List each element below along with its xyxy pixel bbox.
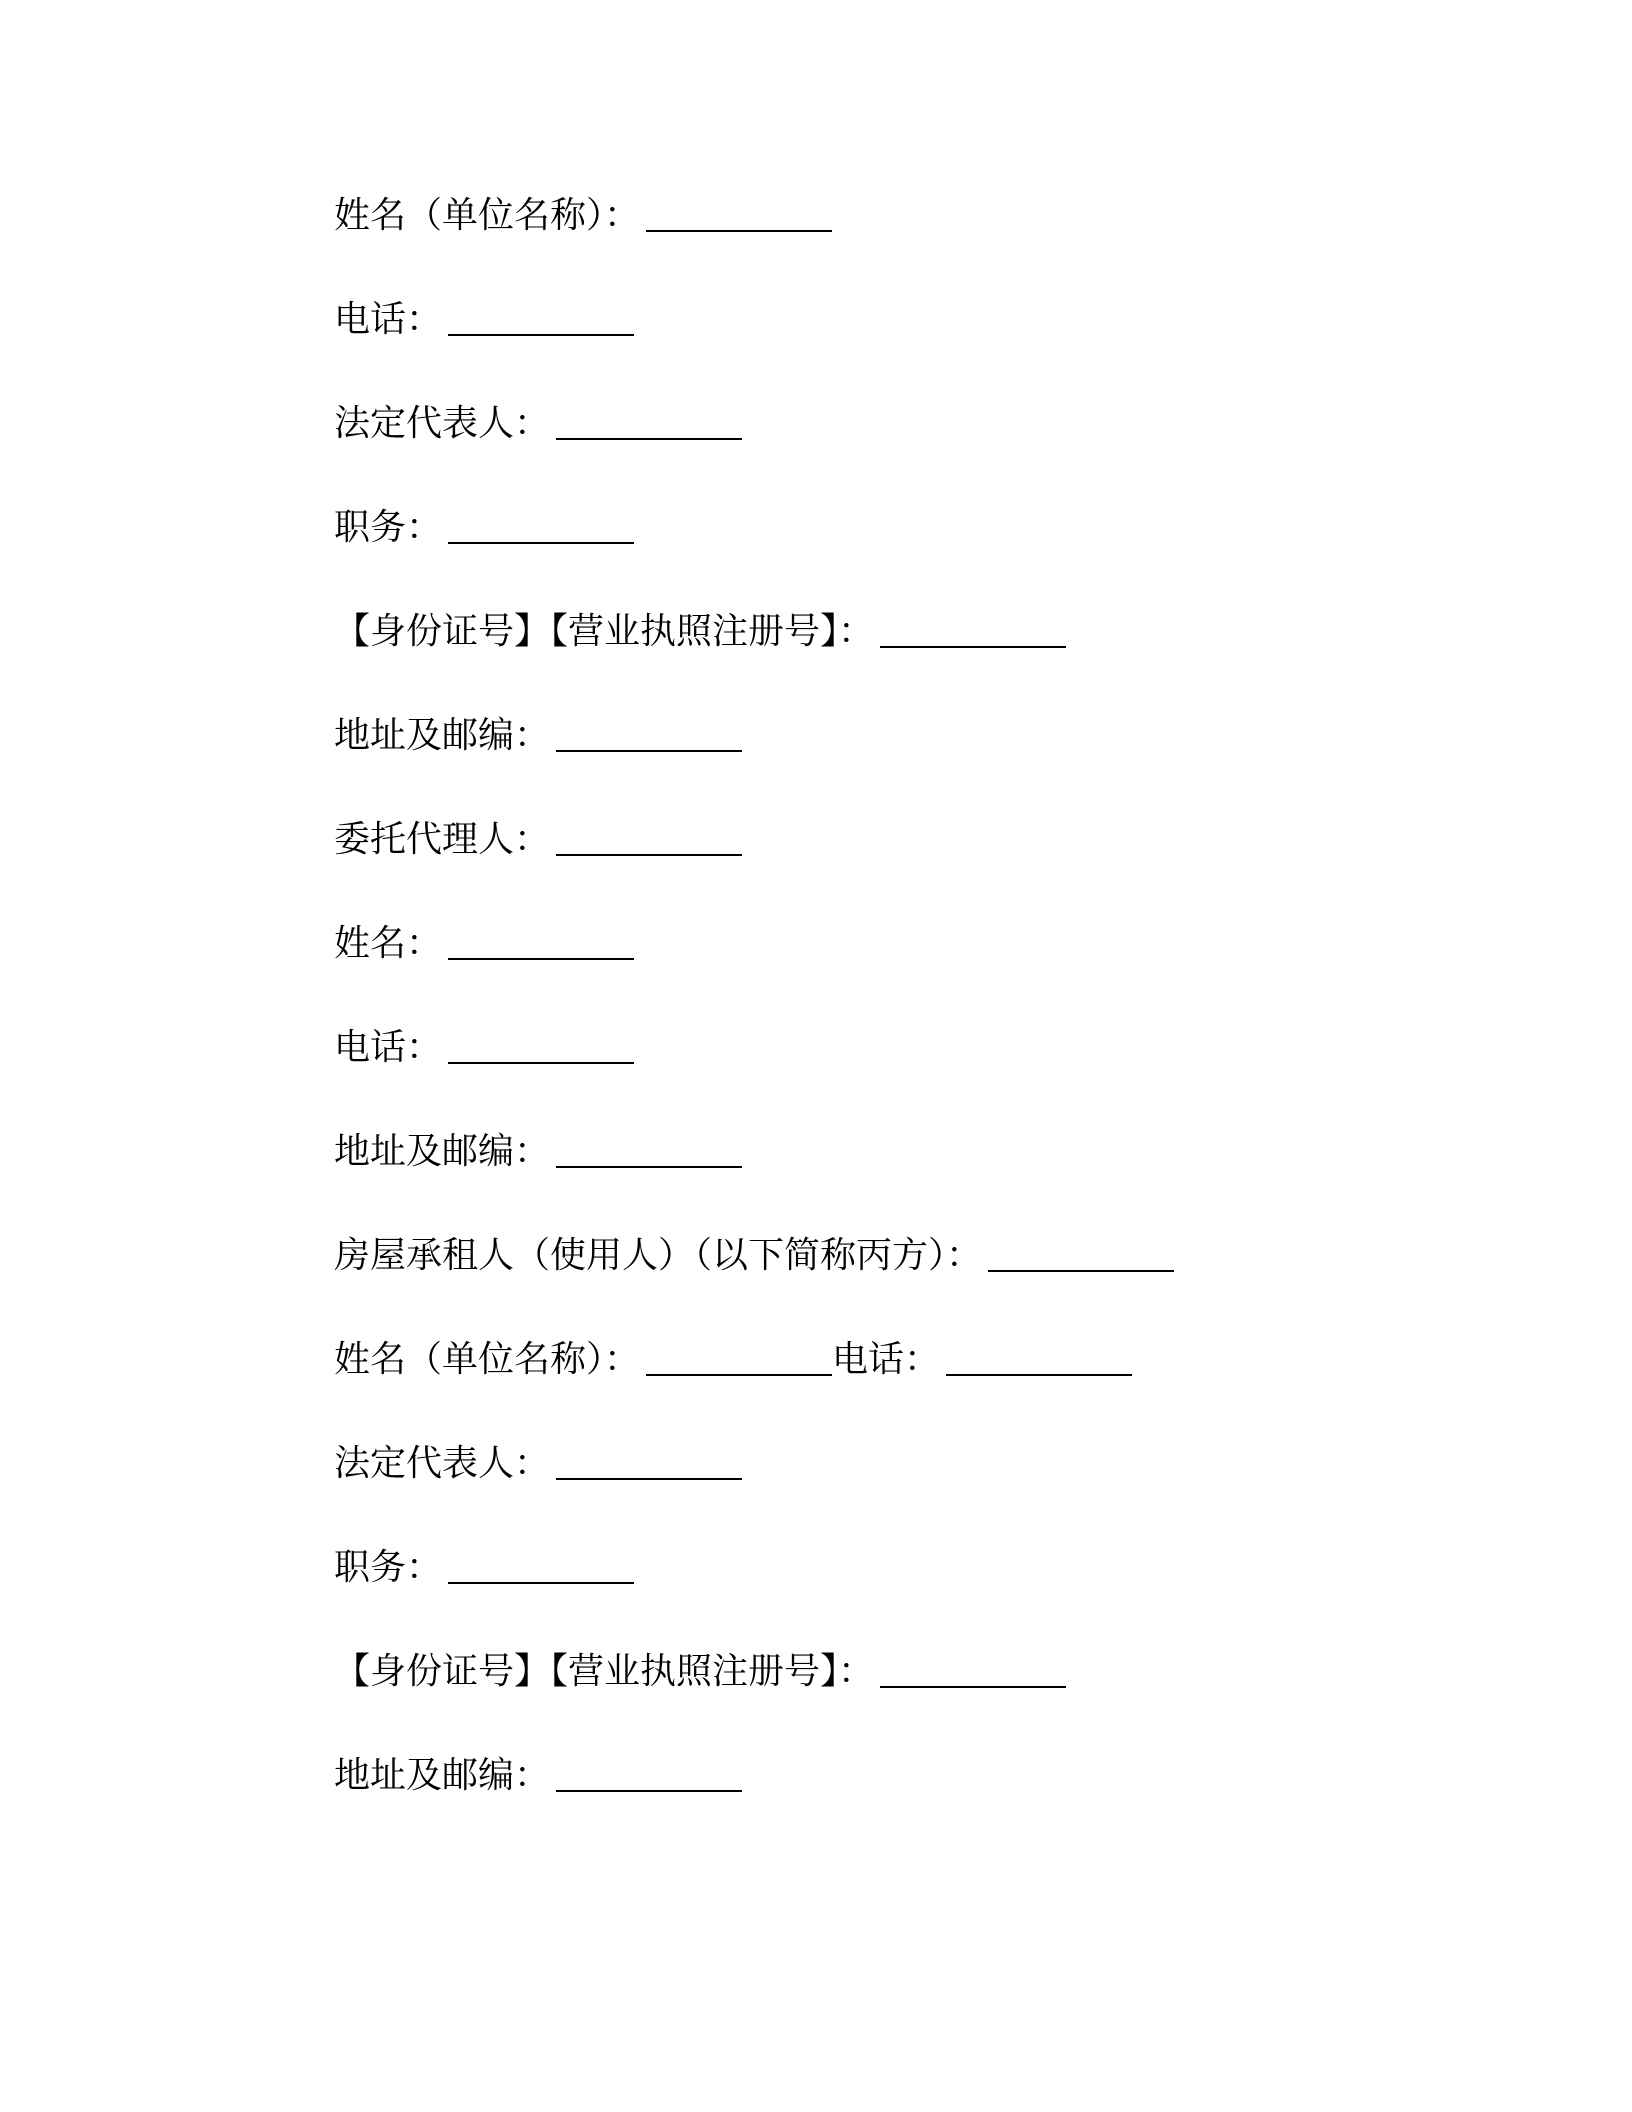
lessor-id-label: 【身份证号】【营业执照注册号】： — [334, 611, 875, 652]
agent-name-line — [334, 916, 1434, 1020]
lessor-phone-line — [334, 292, 1434, 396]
lessor-phone-blank[interactable] — [448, 292, 634, 336]
lessor-legal-rep-line — [334, 396, 1434, 500]
lessor-position-label: 职务： — [334, 507, 443, 548]
lessor-name-blank[interactable] — [646, 188, 832, 232]
lessor-legal-rep-blank[interactable] — [556, 396, 742, 440]
lessor-id-line — [334, 604, 1434, 708]
agent-heading-blank[interactable] — [556, 812, 742, 856]
lessee-phone-blank[interactable] — [946, 1332, 1132, 1376]
agent-address-blank[interactable] — [556, 1124, 742, 1168]
lessor-legal-rep-label: 法定代表人： — [334, 403, 551, 444]
lessee-address-line — [334, 1748, 1434, 1852]
agent-name-blank[interactable] — [448, 916, 634, 960]
lessee-position-line — [334, 1540, 1434, 1644]
lessor-name-label: 姓名（单位名称）： — [334, 195, 641, 236]
lessee-name-phone-line — [334, 1332, 1434, 1436]
lessor-address-label: 地址及邮编： — [334, 715, 551, 756]
lessee-position-blank[interactable] — [448, 1540, 634, 1584]
agent-phone-line — [334, 1020, 1434, 1124]
lessor-id-blank[interactable] — [880, 604, 1066, 648]
lessor-position-line — [334, 500, 1434, 604]
agent-heading-line — [334, 812, 1434, 916]
lessee-legal-rep-label: 法定代表人： — [334, 1443, 551, 1484]
lessee-phone-label: 电话： — [832, 1339, 941, 1380]
agent-phone-label: 电话： — [334, 1027, 443, 1068]
lessee-legal-rep-line — [334, 1436, 1434, 1540]
lessee-name-label: 姓名（单位名称）： — [334, 1339, 641, 1380]
lessee-id-line — [334, 1644, 1434, 1748]
lessee-name-blank[interactable] — [646, 1332, 832, 1376]
party-info-form — [334, 188, 1434, 1852]
lessee-position-label: 职务： — [334, 1547, 443, 1588]
agent-phone-blank[interactable] — [448, 1020, 634, 1064]
lessee-id-blank[interactable] — [880, 1644, 1066, 1688]
lessee-legal-rep-blank[interactable] — [556, 1436, 742, 1480]
agent-name-label: 姓名： — [334, 923, 443, 964]
lessee-heading-blank[interactable] — [988, 1228, 1174, 1272]
lessor-position-blank[interactable] — [448, 500, 634, 544]
lessor-name-line — [334, 188, 1434, 292]
lessor-address-line — [334, 708, 1434, 812]
lessee-heading-label: 房屋承租人（使用人）（以下简称丙方）： — [334, 1235, 983, 1276]
agent-heading-label: 委托代理人： — [334, 819, 551, 860]
agent-address-line — [334, 1124, 1434, 1228]
lessee-address-label: 地址及邮编： — [334, 1755, 551, 1796]
lessor-address-blank[interactable] — [556, 708, 742, 752]
lessee-id-label: 【身份证号】【营业执照注册号】： — [334, 1651, 875, 1692]
lessor-phone-label: 电话： — [334, 299, 443, 340]
lessee-heading-line — [334, 1228, 1434, 1332]
agent-address-label: 地址及邮编： — [334, 1131, 551, 1172]
lessee-address-blank[interactable] — [556, 1748, 742, 1792]
